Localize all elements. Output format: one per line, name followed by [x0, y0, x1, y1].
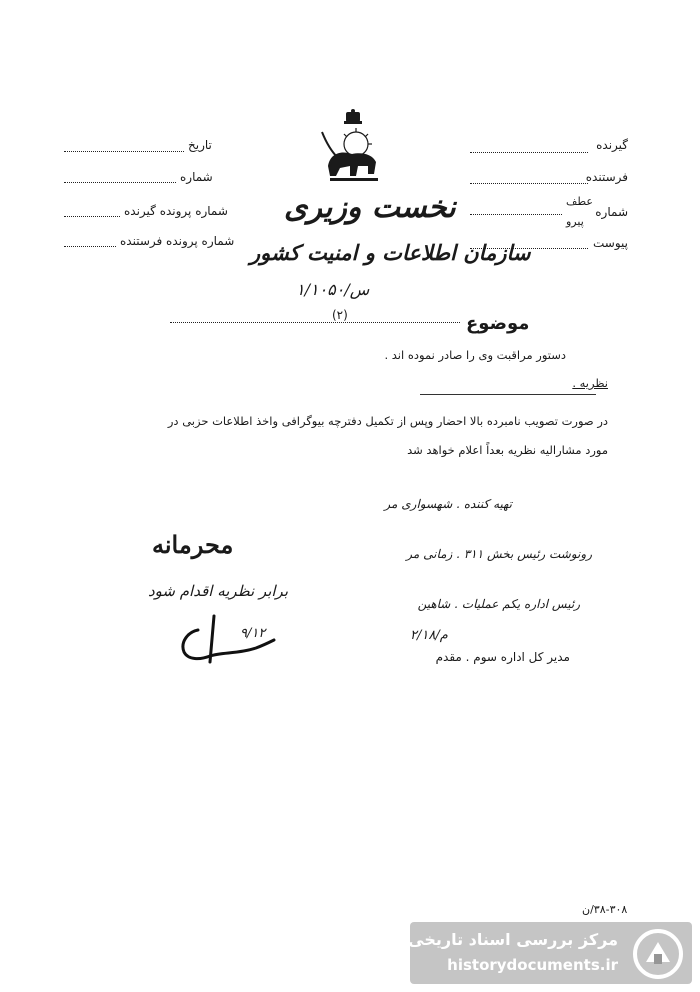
- prepared-by: تهیه کننده . شهسواری مر: [384, 497, 512, 511]
- recipient-file-number-label: شماره پرونده گیرنده: [124, 204, 228, 218]
- archive-logo-icon: [632, 928, 684, 980]
- classification-stamp: محرمانه: [152, 530, 234, 559]
- follow-up-label: پیرو: [566, 215, 584, 228]
- left-number-label: شماره: [180, 170, 213, 184]
- body-line-1: دستور مراقبت وی را صادر نموده اند .: [384, 348, 566, 362]
- department-head: رئیس اداره یکم عملیات . شاهین: [417, 597, 580, 611]
- reference-label: عطف: [566, 195, 593, 208]
- section-head: رونوشت رئیس بخش ۳۱۱ . زمانی مر: [406, 547, 592, 561]
- date-dotted-line: [64, 151, 184, 152]
- handwritten-approval-note: برابر نظریه اقدام شود: [148, 582, 289, 600]
- organization-name: سازمان اطلاعات و امنیت کشور: [250, 240, 531, 265]
- handwritten-approval-date: ۹/۱۲: [240, 626, 266, 641]
- subject-number: (۲): [332, 308, 348, 322]
- recipient-file-dotted-line: [64, 216, 120, 217]
- number-dotted-line: [470, 214, 562, 215]
- document-code: ۳۸-۳۰۸/ن: [582, 903, 628, 916]
- lion-and-sun-emblem-icon: [312, 108, 394, 190]
- date-label: تاریخ: [188, 138, 212, 152]
- watermark-url: historydocuments.ir: [447, 956, 618, 974]
- subject-dotted-line: [170, 322, 460, 323]
- number-label: شماره: [595, 205, 628, 219]
- recipient-label: گیرنده: [596, 138, 628, 152]
- office-title: نخست وزیری: [284, 190, 456, 225]
- attachment-label: پیوست: [593, 236, 628, 250]
- body-line-3: مورد مشارالیه نظریه بعداً اعلام خواهد شد: [407, 443, 608, 457]
- left-number-dotted-line: [64, 182, 176, 183]
- recipient-dotted-line: [470, 152, 588, 153]
- opinion-label: نظریه .: [572, 376, 608, 390]
- sender-dotted-line: [470, 183, 588, 184]
- sender-label: فرستنده: [585, 170, 628, 184]
- watermark-banner: [410, 922, 692, 984]
- handwritten-date-middle: م/۲/۱۸: [410, 628, 448, 643]
- sender-file-number-label: شماره پرونده فرستنده: [120, 234, 235, 248]
- watermark-title: مرکز بررسی اسناد تاریخی: [408, 930, 618, 949]
- opinion-underline: [420, 394, 596, 395]
- subject-label: موضوع: [466, 313, 530, 334]
- body-line-2: در صورت تصویب نامبرده بالا احضار وپس از تکمیل دفترچه بیوگرافی واخذ اطلاعات حزبی در: [167, 414, 608, 428]
- sender-file-dotted-line: [64, 246, 116, 247]
- director-general: مدیر کل اداره سوم . مقدم: [435, 650, 570, 664]
- reference-code: س/۱/۱۰۵۰: [296, 280, 370, 299]
